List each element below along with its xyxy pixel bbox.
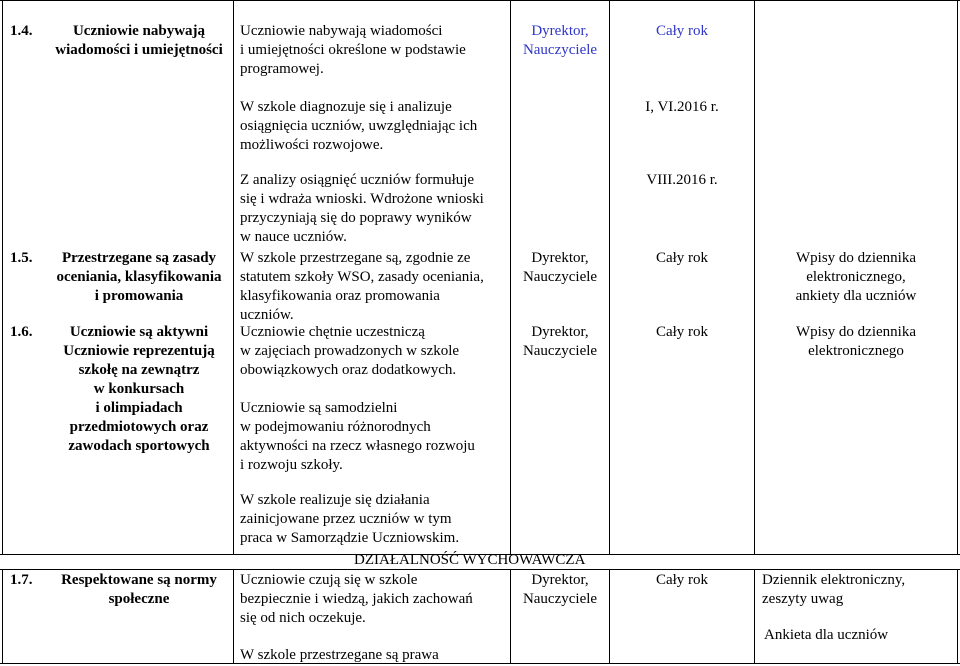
responsible: Dyrektor, Nauczyciele [522,23,598,58]
column-divider-3 [609,0,610,554]
task-text: Uczniowie są samodzielni w podejmowaniu różnorodnych aktywności na rzecz własnego rozwoju i rozwoju szkoły. [240,400,475,473]
evidence-source: Wpisy do dziennika elektronicznego [796,324,916,359]
table-right-border-lower [957,569,958,664]
task-text: Uczniowie chętnie uczestniczą w zajęciach prowadzonych w szkole obowiązkowych oraz dodatkowych. [240,324,460,378]
section-heading: DZIAŁALNOŚĆ WYCHOWAWCZA [354,552,586,568]
row-number: 1.6. [10,324,33,340]
task-text: Uczniowie nabywają wiadomości i umiejętności określone w podstawie programowej. [240,23,466,77]
task-text: W szkole realizuje się działania zainicjowane przez uczniów w tym praca w Samorządzie Uczniowskim. [240,492,460,546]
row-number: 1.5. [10,250,33,266]
task-text: Z analizy osiągnięć uczniów formułuje się i wdraża wnioski. Wdrożone wnioski przyczyniają się do poprawy wyników w nauce uczniów. [240,172,484,245]
responsible: Dyrektor, Nauczyciele [522,324,598,359]
area-title: Respektowane są normy społeczne [61,572,217,607]
area-title: Uczniowie nabywają wiadomości i umiejętności [55,23,223,58]
area-title: Przestrzegane są zasady oceniania, klasyfikowania i promowania [56,250,222,304]
task-text: W szkole przestrzegane są prawa [240,647,439,663]
row-number: 1.7. [10,572,33,588]
evidence-source: Wpisy do dziennika elektronicznego, ankiety dla uczniów [795,250,917,304]
table-top-border [0,0,960,1]
row-number: 1.4. [10,23,33,39]
deadline: VIII.2016 r. [646,172,718,188]
area-title: Uczniowie są aktywni Uczniowie reprezentują szkołę na zewnątrz w konkursach i olimpiadach przedmiotowych oraz zawodach sportowych [63,324,215,454]
task-text: Uczniowie czują się w szkole bezpiecznie i wiedzą, jakich zachowań się od nich oczekuje. [240,572,473,626]
deadline: I, VI.2016 r. [645,99,719,115]
deadline: Cały rok [655,324,709,340]
deadline: Cały rok [655,250,709,266]
column-divider-4-lower [754,569,755,664]
table-left-border-lower [2,569,3,664]
responsible: Dyrektor, Nauczyciele [522,250,598,285]
table-left-border [2,0,3,554]
table-bottom-border [0,663,960,664]
table-right-border [957,0,958,554]
task-text: W szkole przestrzegane są, zgodnie ze statutem szkoły WSO, zasady oceniania, klasyfikowania oraz promowania uczniów. [240,250,484,323]
deadline: Cały rok [655,23,709,39]
deadline: Cały rok [655,572,709,588]
task-text: W szkole diagnozuje się i analizuje osiągnięcia uczniów, uwzględniając ich możliwości rozwojowe. [240,99,478,153]
evidence-source: Dziennik elektroniczny, zeszyty uwag [762,572,906,607]
evidence-source-2: Ankieta dla uczniów [764,627,889,643]
responsible: Dyrektor, Nauczyciele [522,572,598,607]
